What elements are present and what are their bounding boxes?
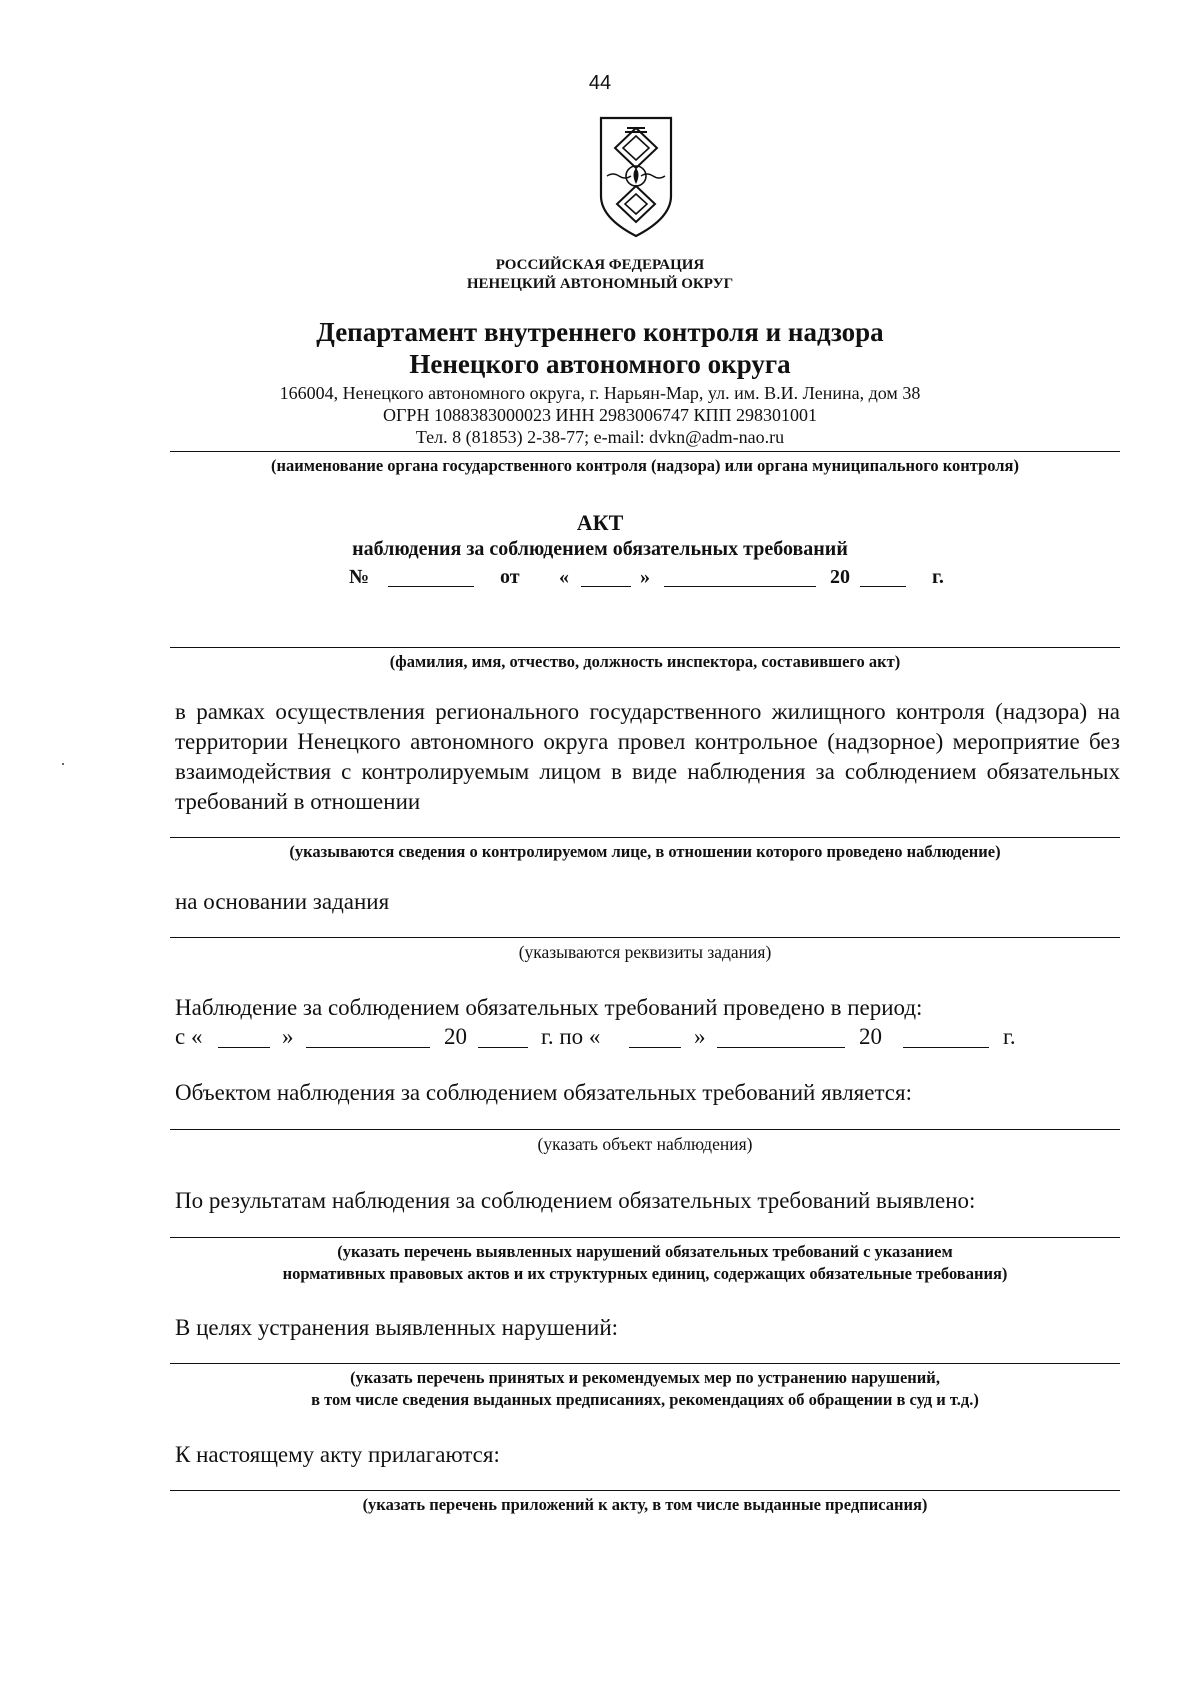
coat-of-arms-icon [597, 114, 675, 240]
inspector-field[interactable] [170, 647, 1120, 648]
region-name: НЕНЕЦКИЙ АВТОНОМНЫЙ ОКРУГ [466, 276, 734, 292]
period-end-day-field[interactable] [629, 1047, 681, 1048]
results-caption-line-2: нормативных правовых актов и их структурных единиц, содержащих обязательные требования) [282, 1264, 1008, 1283]
basis-label: на основании задания [175, 889, 390, 914]
results-field[interactable] [170, 1237, 1120, 1238]
header-caption: (наименование органа государственного контроля (надзора) или органа муниципального контроля) [271, 456, 1019, 475]
results-text: По результатам наблюдения за соблюдением обязательных требований выявлено: [175, 1188, 976, 1213]
header-rule [170, 451, 1120, 452]
period-start-month-field[interactable] [306, 1047, 430, 1048]
object-caption: (указать объект наблюдения) [537, 1134, 753, 1154]
from-label: от [500, 566, 520, 588]
act-title: АКТ [576, 510, 624, 535]
period-end-year-prefix: 20 [859, 1024, 882, 1049]
department-line-2: Ненецкого автономного округа [409, 349, 791, 379]
period-start-year-field[interactable] [478, 1047, 528, 1048]
department-address: 166004, Ненецкого автономного округа, г. Нарьян-Мар, ул. им. В.И. Ленина, дом 38 [279, 383, 921, 403]
number-sign: № [349, 566, 370, 588]
country-region-heading [0, 256, 1200, 294]
year-prefix: 20 [830, 566, 850, 588]
attachments-caption: (указать перечень приложений к акту, в том числе выданные предписания) [362, 1495, 928, 1514]
period-start-day-field[interactable] [218, 1047, 270, 1048]
page-number: 44 [588, 72, 612, 94]
department-requisites [0, 382, 1200, 448]
quote-open: « [559, 566, 569, 588]
period-end-month-field[interactable] [717, 1047, 845, 1048]
act-year-field[interactable] [860, 586, 906, 587]
period-close-quote: » [282, 1024, 294, 1049]
period-end-label: г. [1003, 1024, 1016, 1049]
inspector-caption: (фамилия, имя, отчество, должность инспектора, составившего акт) [389, 652, 901, 671]
attachments-text: К настоящему акту прилагаются: [175, 1442, 500, 1467]
attachments-field[interactable] [170, 1490, 1120, 1491]
department-registry-codes: ОГРН 1088383000023 ИНН 2983006747 КПП 298301001 [383, 405, 817, 425]
quote-close: » [640, 566, 650, 588]
country-name: РОССИЙСКАЯ ФЕДЕРАЦИЯ [495, 257, 705, 273]
period-from-label: с « [175, 1024, 203, 1049]
remedy-caption-line-2: в том числе сведения выданных предписаниях, рекомендациях об обращении в суд и т.д.) [311, 1390, 979, 1409]
act-month-field[interactable] [664, 586, 816, 587]
period-text: Наблюдение за соблюдением обязательных требований проведено в период: [175, 995, 923, 1020]
scan-speck [62, 763, 64, 765]
department-contacts: Тел. 8 (81853) 2-38-77; e-mail: dvkn@adm-nao.ru [415, 427, 785, 447]
remedy-text: В целях устранения выявленных нарушений: [175, 1315, 619, 1340]
results-caption-line-1: (указать перечень выявленных нарушений обязательных требований с указанием [337, 1242, 953, 1261]
act-day-field[interactable] [581, 586, 631, 587]
period-row [0, 1022, 1200, 1054]
remedy-field[interactable] [170, 1363, 1120, 1364]
controlled-person-caption: (указываются сведения о контролируемом лице, в отношении которого проведено наблюдение) [289, 842, 1001, 861]
remedy-caption-line-1: (указать перечень принятых и рекомендуемых мер по устранению нарушений, [350, 1368, 940, 1387]
act-number-field[interactable] [388, 586, 474, 587]
period-mid-label: г. по « [541, 1024, 601, 1049]
period-end-year-field[interactable] [903, 1047, 989, 1048]
department-name [0, 316, 1200, 380]
department-line-1: Департамент внутреннего контроля и надзора [316, 317, 884, 347]
period-start-year-prefix: 20 [444, 1024, 467, 1049]
controlled-person-field[interactable] [170, 837, 1120, 838]
basis-caption: (указываются реквизиты задания) [518, 942, 772, 962]
basis-field[interactable] [170, 937, 1120, 938]
year-suffix: г. [932, 566, 944, 588]
period-close-quote-2: » [694, 1024, 706, 1049]
framework-paragraph: в рамках осуществления регионального государственного жилищного контроля (надзора) на территории Ненецкого автономного округа провел контрольное (надзорное) мероприятие без взаимодействия с контролируемым лицом в виде наблюдения за соблюдением обязательных требований в отношении [175, 699, 1120, 814]
object-field[interactable] [170, 1129, 1120, 1130]
object-text: Объектом наблюдения за соблюдением обязательных требований является: [175, 1080, 912, 1105]
act-subtitle: наблюдения за соблюдением обязательных требований [352, 538, 848, 560]
